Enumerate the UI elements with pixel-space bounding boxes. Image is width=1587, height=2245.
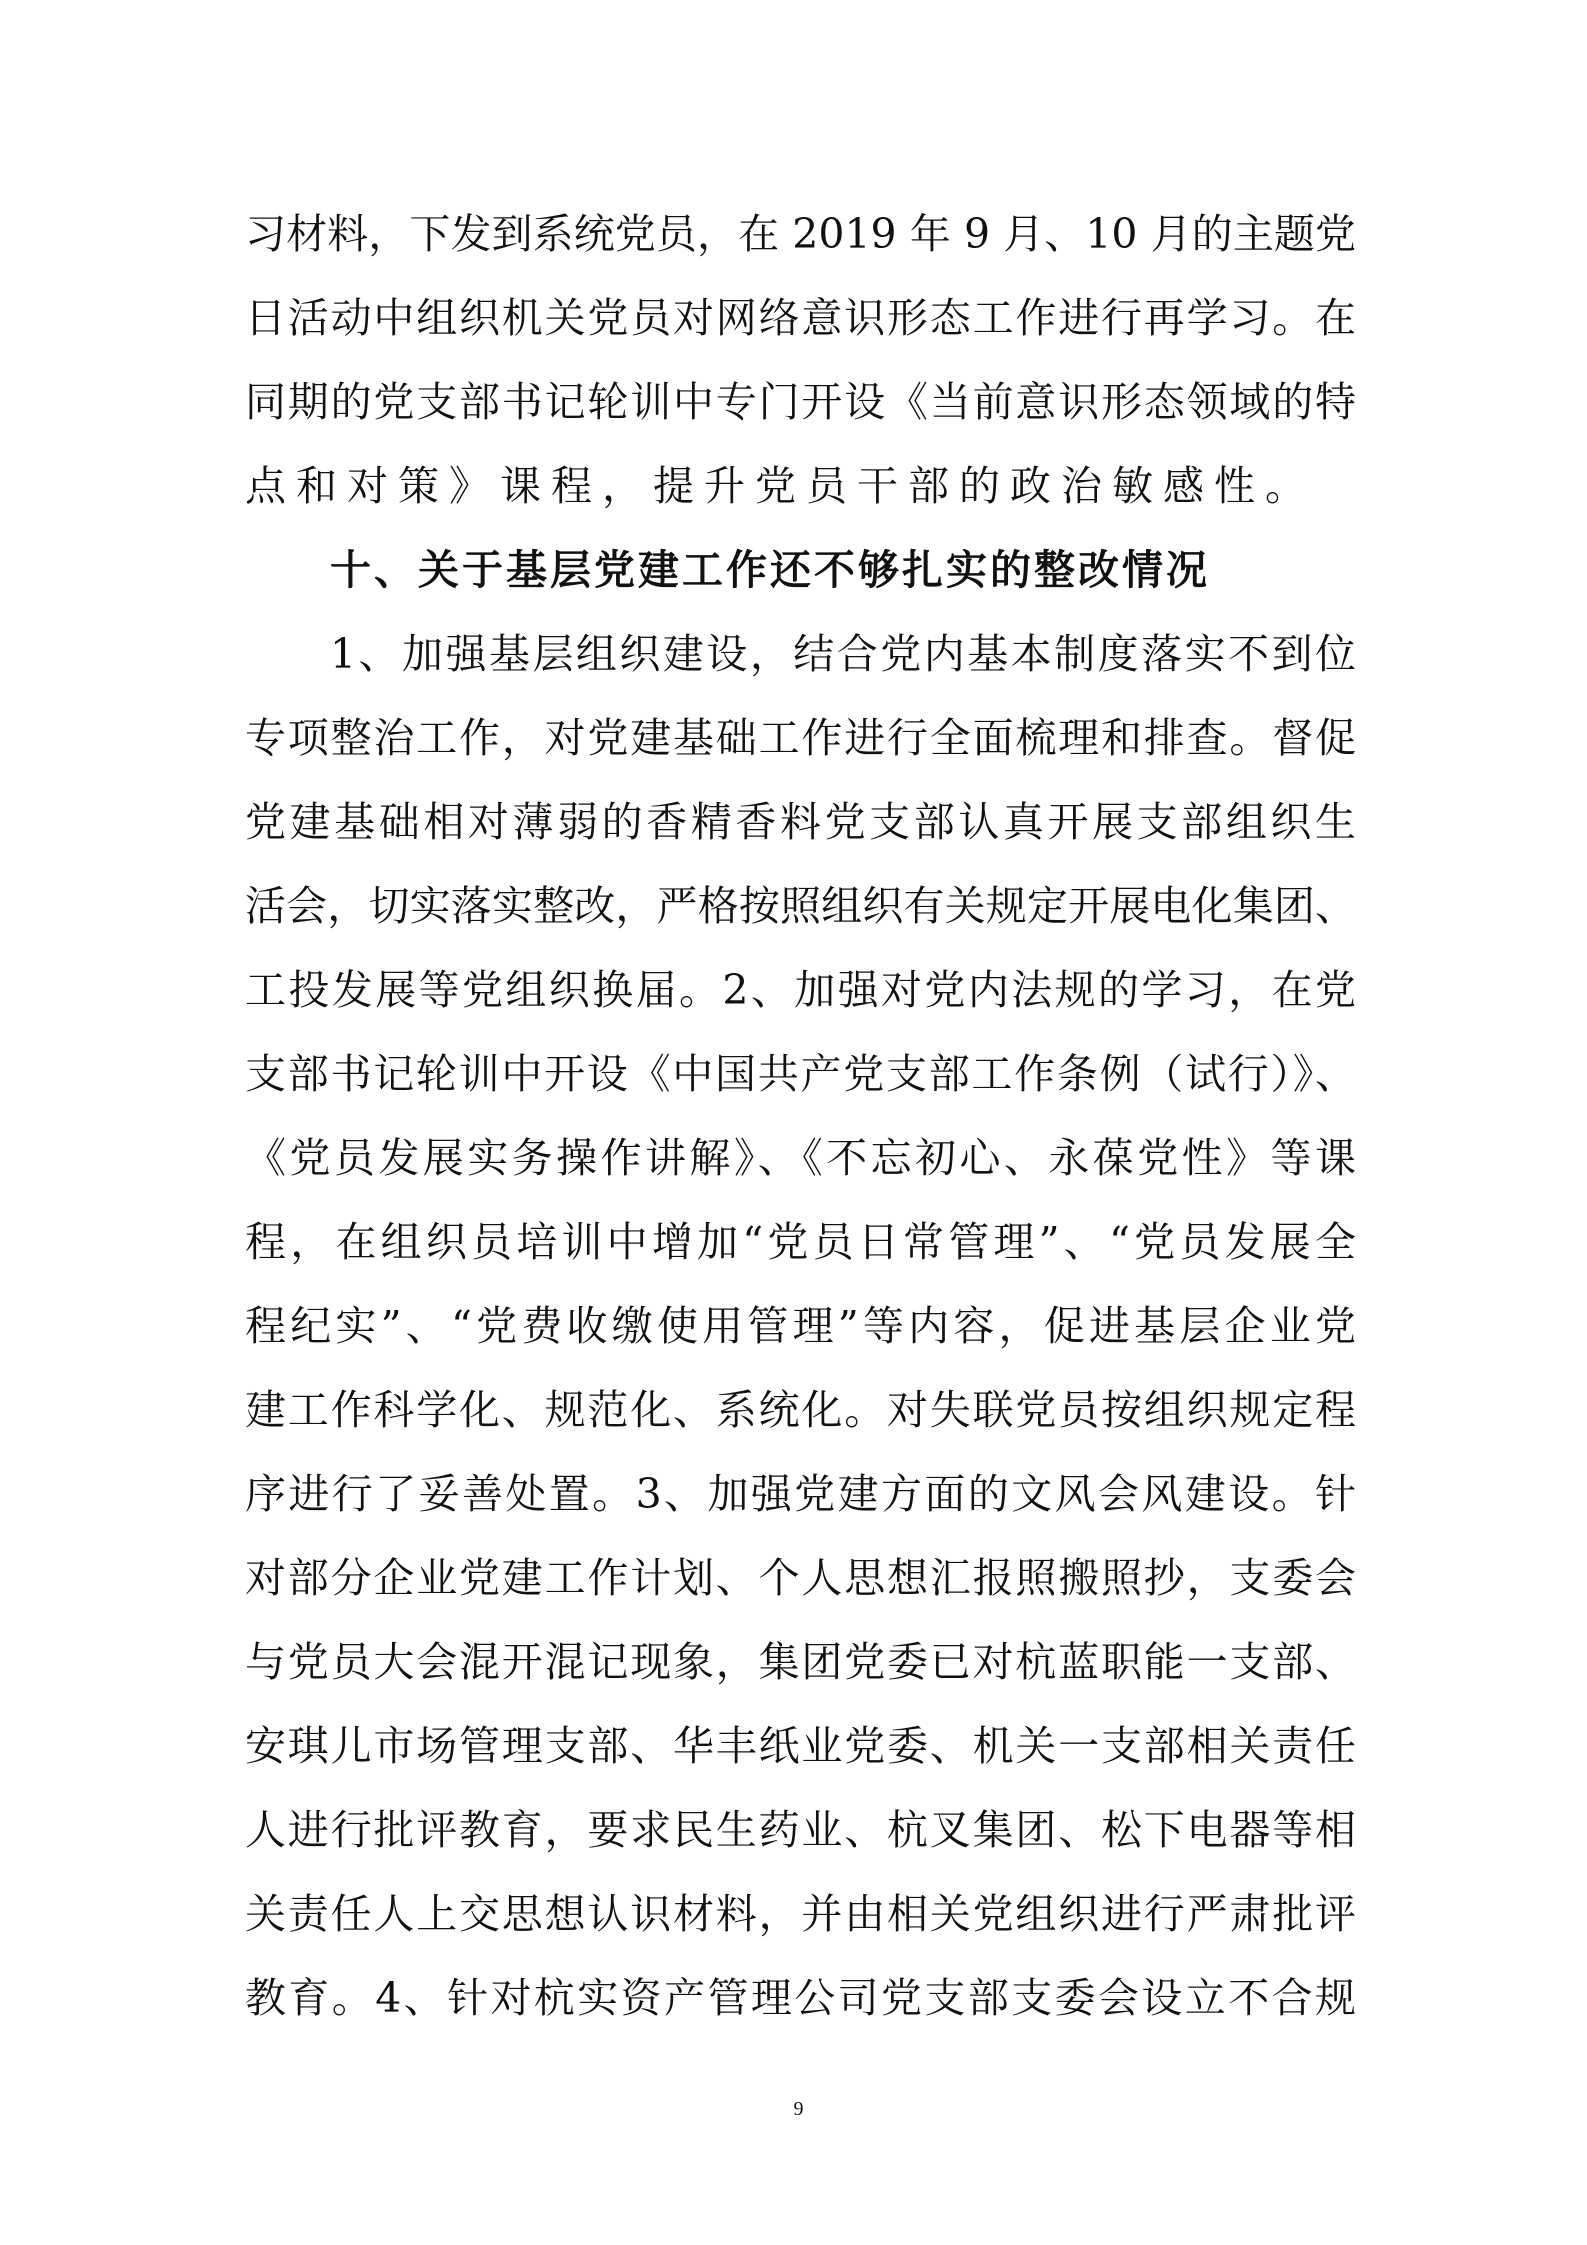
text-line: 程纪实”、“党费收缴使用管理”等内容，促进基层企业党 [245,1302,1356,1350]
text-line: 对部分企业党建工作计划、个人思想汇报照搬照抄，支委会 [245,1554,1356,1602]
section-heading: 十、关于基层党建工作还不够扎实的整改情况 [330,546,1210,594]
text-line: 习材料，下发到系统党员，在 2019 年 9 月、10 月的主题党 [245,210,1356,258]
text-line: 《党员发展实务操作讲解》、《不忘初心、永葆党性》等课 [245,1134,1356,1182]
text-line: 序进行了妥善处置。3、加强党建方面的文风会风建设。针 [245,1470,1356,1518]
text-line: 日活动中组织机关党员对网络意识形态工作进行再学习。在 [245,294,1356,342]
text-line: 点和对策》课程，提升党员干部的政治敏感性。 [245,462,1316,510]
page-number: 9 [793,2098,804,2120]
text-line: 教育。4、针对杭实资产管理公司党支部支委会设立不合规 [245,1974,1356,2022]
text-line: 1、加强基层组织建设，结合党内基本制度落实不到位 [330,630,1356,678]
text-line: 支部书记轮训中开设《中国共产党支部工作条例（试行）》、 [245,1050,1356,1098]
text-line: 专项整治工作，对党建基础工作进行全面梳理和排查。督促 [245,714,1356,762]
text-line: 活会，切实落实整改，严格按照组织有关规定开展电化集团、 [245,882,1356,930]
text-line: 同期的党支部书记轮训中专门开设《当前意识形态领域的特 [245,378,1356,426]
text-line: 建工作科学化、规范化、系统化。对失联党员按组织规定程 [245,1386,1356,1434]
text-line: 人进行批评教育，要求民生药业、杭叉集团、松下电器等相 [245,1806,1356,1854]
text-line: 与党员大会混开混记现象，集团党委已对杭蓝职能一支部、 [245,1638,1356,1686]
text-line: 党建基础相对薄弱的香精香料党支部认真开展支部组织生 [245,798,1356,846]
text-line: 安琪儿市场管理支部、华丰纸业党委、机关一支部相关责任 [245,1722,1356,1770]
text-line: 关责任人上交思想认识材料，并由相关党组织进行严肃批评 [245,1890,1356,1938]
text-line: 工投发展等党组织换届。2、加强对党内法规的学习，在党 [245,966,1356,1014]
text-line: 程，在组织员培训中增加“党员日常管理”、“党员发展全 [245,1218,1356,1266]
